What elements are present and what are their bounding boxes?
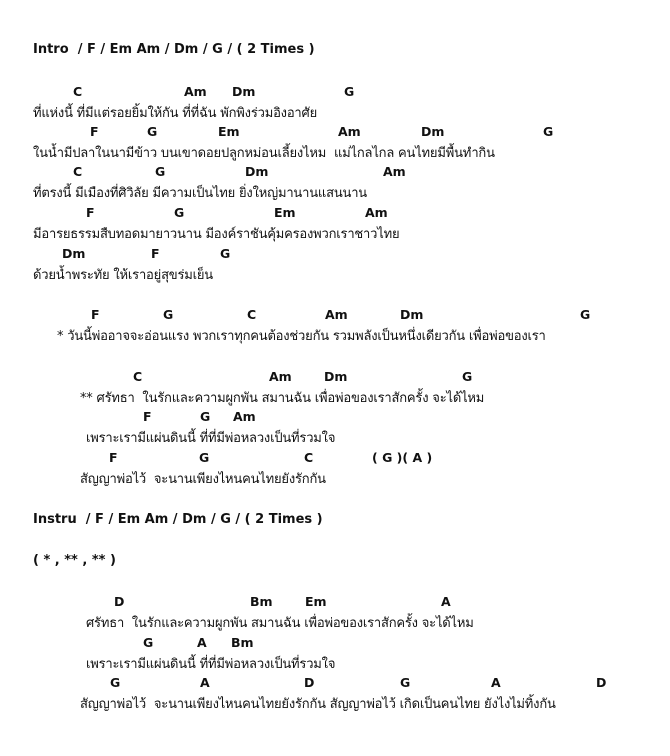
repeat-line: ( * , ** , ** ): [33, 553, 116, 568]
chord-label: G: [163, 307, 174, 322]
chord-label: Em: [218, 124, 240, 139]
chord-label: C: [133, 369, 143, 384]
lyric-line: ที่ตรงนี้ มีเมืองที่ศิวิลัย มีความเป็นไทย ยิ่งใหญ่มานานแสนนาน: [33, 186, 367, 201]
lyric-line: * วันนี้พ่ออาจจะอ่อนแรง พวกเราทุกคนต้องช่วยกัน รวมพลังเป็นหนึ่งเดียวกัน เพื่อพ่อของเรา: [57, 329, 546, 344]
lyric-line: มีอารยธรรมสืบทอดมายาวนาน มีองค์ราชันคุ้มครองพวกเราชาวไทย: [33, 227, 400, 242]
chord-label: G: [174, 205, 185, 220]
chord-label: G: [199, 450, 210, 465]
chord-label: Am: [184, 84, 207, 99]
lyric-line: สัญญาพ่อไว้ จะนานเพียงไหนคนไทยยังรักกัน สัญญาพ่อไว้ เกิดเป็นคนไทย ยังไงไม่ทิ้งกัน: [80, 697, 556, 712]
chord-label: Dm: [62, 246, 86, 261]
chord-label: G: [155, 164, 166, 179]
chord-label: G: [200, 409, 211, 424]
chord-label: F: [143, 409, 152, 424]
chord-label: Am: [365, 205, 388, 220]
chord-label: A: [197, 635, 207, 650]
chord-label: ( G )( A ): [372, 450, 433, 465]
chord-label: Em: [305, 594, 327, 609]
chord-label: Em: [274, 205, 296, 220]
chord-label: G: [344, 84, 355, 99]
chord-label: Bm: [250, 594, 273, 609]
chord-label: F: [90, 124, 99, 139]
chord-label: Am: [269, 369, 292, 384]
chord-label: G: [543, 124, 554, 139]
instru-line: Instru / F / Em Am / Dm / G / ( 2 Times ): [33, 512, 323, 527]
chord-label: G: [147, 124, 158, 139]
chord-label: G: [580, 307, 591, 322]
chord-label: F: [151, 246, 160, 261]
chord-label: D: [596, 675, 607, 690]
chord-label: Am: [383, 164, 406, 179]
chord-label: G: [400, 675, 411, 690]
chord-label: A: [491, 675, 501, 690]
chord-label: G: [143, 635, 154, 650]
chord-label: C: [73, 164, 83, 179]
lyric-line: ด้วยน้ำพระทัย ให้เราอยู่สุขร่มเย็น: [33, 268, 213, 283]
chord-label: Am: [338, 124, 361, 139]
chord-label: Dm: [232, 84, 256, 99]
intro-line: Intro / F / Em Am / Dm / G / ( 2 Times ): [33, 42, 315, 57]
lyric-line: เพราะเรามีแผ่นดินนี้ ที่ที่มีพ่อหลวงเป็นที่รวมใจ: [86, 431, 336, 446]
chord-label: D: [304, 675, 315, 690]
chord-label: Dm: [400, 307, 424, 322]
chord-label: A: [200, 675, 210, 690]
lyric-line: เพราะเรามีแผ่นดินนี้ ที่ที่มีพ่อหลวงเป็นที่รวมใจ: [86, 657, 336, 672]
chord-label: Dm: [245, 164, 269, 179]
chord-label: C: [247, 307, 257, 322]
chord-label: Bm: [231, 635, 254, 650]
chord-label: D: [114, 594, 125, 609]
chord-label: C: [73, 84, 83, 99]
chord-label: F: [109, 450, 118, 465]
chord-label: G: [110, 675, 121, 690]
lyric-line: ** ศรัทธา ในรักและความผูกพัน สมานฉัน เพื่อพ่อของเราสักครั้ง จะได้ไหม: [80, 391, 485, 406]
chord-label: Am: [233, 409, 256, 424]
chord-label: Am: [325, 307, 348, 322]
lyric-line: สัญญาพ่อไว้ จะนานเพียงไหนคนไทยยังรักกัน: [80, 472, 326, 487]
chord-label: G: [462, 369, 473, 384]
chord-label: F: [91, 307, 100, 322]
chord-label: Dm: [324, 369, 348, 384]
chord-label: C: [304, 450, 314, 465]
chord-label: A: [441, 594, 451, 609]
chord-label: F: [86, 205, 95, 220]
lyric-line: ในน้ำมีปลาในนามีข้าว บนเขาดอยปลูกหม่อนเลี้ยงไหม แม่ไกลไกล คนไทยมีพื้นทำกิน: [33, 146, 495, 161]
lyric-line: ที่แห่งนี้ ที่มีแต่รอยยิ้มให้กัน ที่ที่ฉัน พักพิงร่วมอิงอาศัย: [33, 106, 317, 121]
chord-label: G: [220, 246, 231, 261]
chord-label: Dm: [421, 124, 445, 139]
lyric-line: ศรัทธา ในรักและความผูกพัน สมานฉัน เพื่อพ่อของเราสักครั้ง จะได้ไหม: [86, 616, 474, 631]
